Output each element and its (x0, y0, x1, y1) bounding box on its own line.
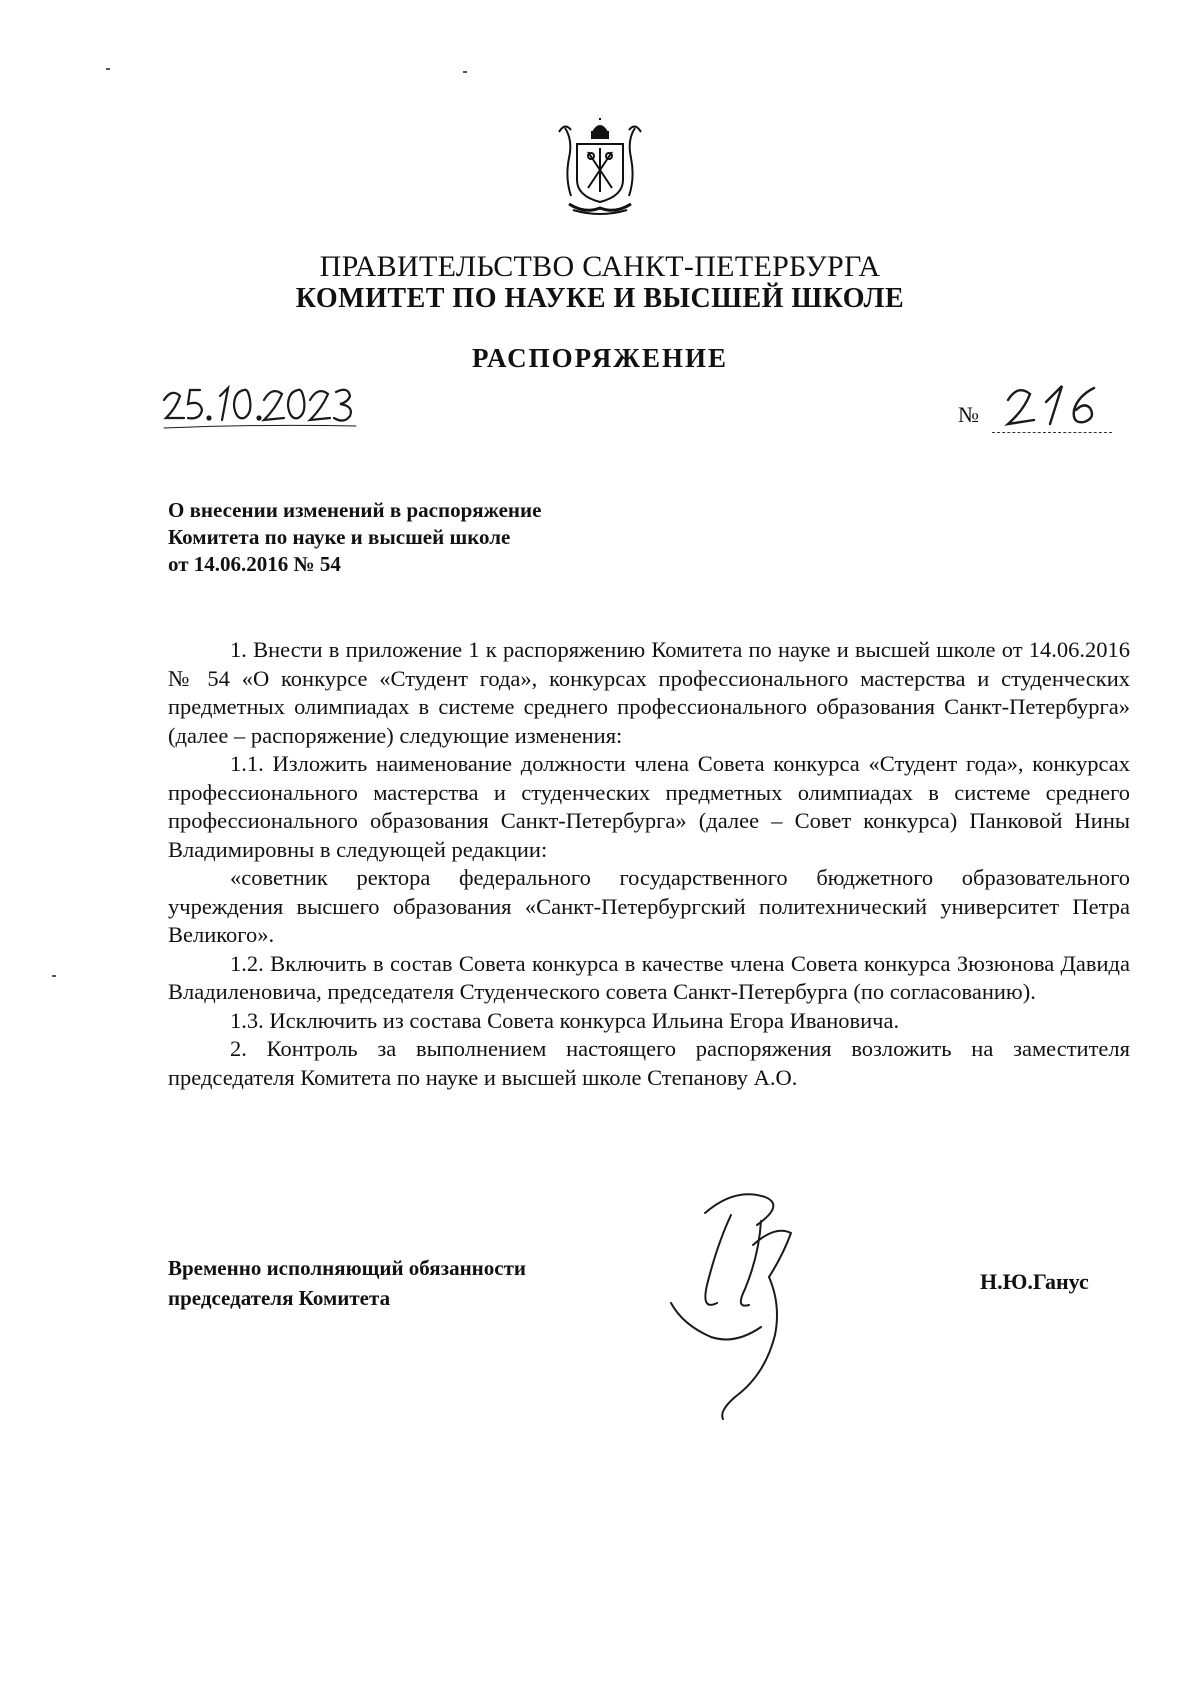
signer-position (168, 1253, 526, 1313)
document-number-label: № (958, 402, 979, 427)
scan-speck (106, 68, 110, 70)
handwritten-document-number (1000, 378, 1120, 436)
body-paragraph: 1.3. Исключить из состава Совета конкурса Ильина Егора Ивановича. (230, 1007, 900, 1033)
handwritten-date (160, 378, 360, 438)
body-paragraph: «советник ректора федерального государственного бюджетного образовательного учреждения высшего образования «Санкт-Петербургский политехнический университет Петра Великого». (168, 865, 1130, 947)
document-body (168, 636, 1130, 1092)
subject-line: О внесении изменений в распоряжение (168, 498, 542, 522)
body-paragraph: 1. Внести в приложение 1 к распоряжению Комитета по науке и высшей школе от 14.06.2016 № 54 «О конкурсе «Студент года», конкурсах профессионального мастерства и студенческих предметных олимпиадах в системе среднего профессионального образования Санкт-Петербурга» (далее – распоряжение) следующие изменения: (168, 637, 1130, 748)
subject-line: Комитета по науке и высшей школе (168, 525, 511, 549)
scan-speck (52, 975, 56, 977)
subject-line: от 14.06.2016 № 54 (168, 552, 341, 576)
signer-name: Н.Ю.Ганус (980, 1269, 1089, 1294)
document-type-title: РАСПОРЯЖЕНИЕ (471, 343, 729, 373)
signer-position-line: Временно исполняющий обязанности (168, 1256, 527, 1280)
handwritten-signature (665, 1185, 830, 1420)
saint-petersburg-emblem-icon (555, 118, 645, 218)
body-paragraph: 1.2. Включить в состав Совета конкурса в качестве члена Совета конкурса Зюзюнова Давида Владиленовича, председателя Студенческого совета Санкт-Петербурга (по согласованию). (168, 950, 1130, 1004)
body-paragraph: 2. Контроль за выполнением настоящего распоряжения возложить на заместителя председателя Комитета по науке и высшей школе Степанову А.О. (168, 1036, 1130, 1090)
government-title: ПРАВИТЕЛЬСТВО САНКТ-ПЕТЕРБУРГА (319, 250, 881, 283)
signer-position-line: председателя Комитета (168, 1286, 391, 1310)
document-subject (168, 497, 688, 578)
committee-title: КОМИТЕТ ПО НАУКЕ И ВЫСШЕЙ ШКОЛЕ (295, 283, 905, 314)
body-paragraph: 1.1. Изложить наименование должности члена Совета конкурса «Студент года», конкурсах профессионального мастерства и студенческих предметных олимпиадах в системе среднего профессионального образования Санкт-Петербурга» (далее – Совет конкурса) Панковой Нины Владимировны в следующей редакции: (168, 751, 1130, 862)
scan-speck (463, 71, 467, 73)
